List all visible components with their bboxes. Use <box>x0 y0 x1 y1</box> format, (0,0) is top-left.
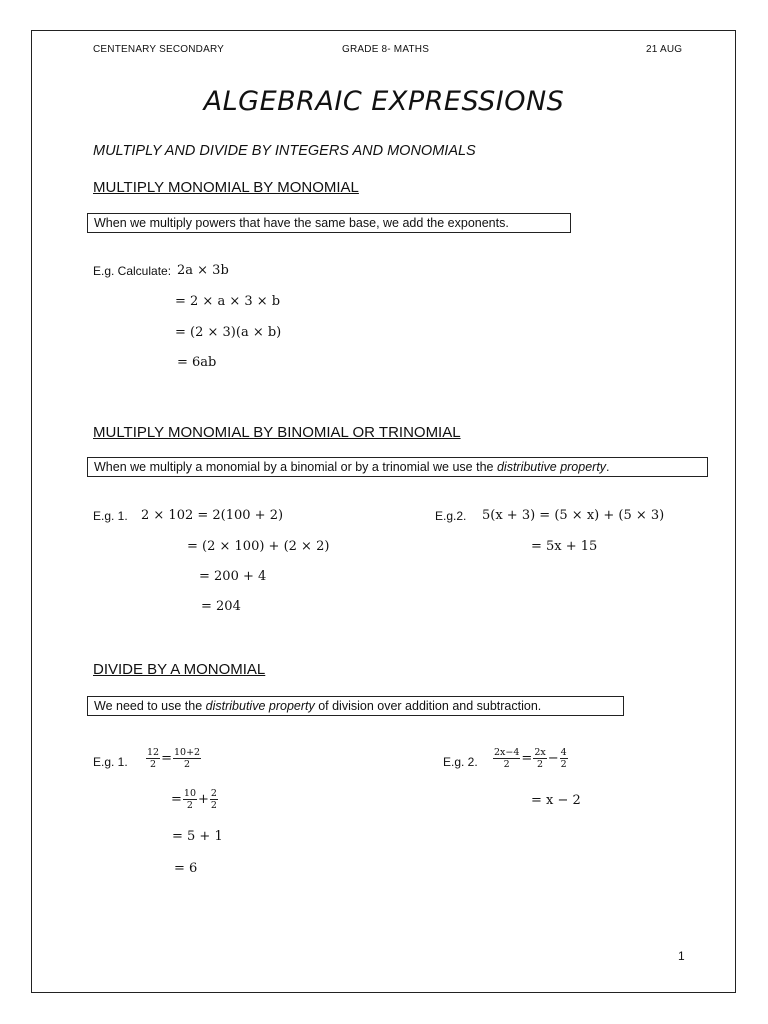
section1-step-2: = 2 × a × 3 × b <box>175 294 281 309</box>
section2-ex1-step-4: = 204 <box>201 599 241 614</box>
section3-rule-box <box>87 696 624 716</box>
section3-ex2-line-1: $\frac{2x-4}{2}$ = $\frac{2x}{2}$ − $\frac{4}{2}$ <box>494 747 567 770</box>
section3-rule-emphasis: distributive property <box>205 699 315 713</box>
section2-ex2-step-1: 5(x + 3) = (5 × x) + (5 × 3) <box>482 508 665 523</box>
page-number: 1 <box>678 949 685 963</box>
section1-step-1: 2a × 3b <box>177 263 229 278</box>
section3-ex1-step-4: = 6 <box>174 861 198 876</box>
section1-rule-box: When we multiply powers that have the same base, we add the exponents. <box>87 213 571 233</box>
section2-ex1-step-2: = (2 × 100) + (2 × 2) <box>187 539 330 554</box>
section1-heading: MULTIPLY MONOMIAL BY MONOMIAL <box>93 179 359 196</box>
section2-rule-end: . <box>606 460 610 474</box>
fraction: $\frac{10}{2}$ <box>183 788 196 811</box>
header-grade: GRADE 8- MATHS <box>342 44 430 55</box>
section2-rule-text: When we multiply a monomial by a binomial or by a trinomial we use the <box>94 460 497 474</box>
section3-ex1-line-2: = $\frac{10}{2}$ + $\frac{2}{2}$ <box>171 788 217 811</box>
header-school: CENTENARY SECONDARY <box>93 44 225 55</box>
fraction: $\frac{2x-4}{2}$ <box>494 747 520 770</box>
section3-ex1-label: E.g. 1. <box>93 755 128 769</box>
fraction: $\frac{4}{2}$ <box>560 747 567 770</box>
section2-ex1-step-3: = 200 + 4 <box>199 569 267 584</box>
section1-example-label: E.g. Calculate: <box>93 264 172 278</box>
section1-step-4: = 6ab <box>177 355 217 370</box>
fraction: $\frac{10+2}{2}$ <box>174 747 201 770</box>
fraction: $\frac{2}{2}$ <box>210 788 217 811</box>
fraction: $\frac{2x}{2}$ <box>534 747 546 770</box>
section3-ex1-line-1: $\frac{12}{2}$ = $\frac{10+2}{2}$ <box>147 747 201 770</box>
section3-ex1-step-3: = 5 + 1 <box>172 829 223 844</box>
section2-ex2-step-2: = 5x + 15 <box>531 539 598 554</box>
section2-ex2-label: E.g.2. <box>435 509 467 523</box>
section2-rule-emphasis: distributive property <box>496 460 607 474</box>
section2-ex1-step-1: 2 × 102 = 2(100 + 2) <box>141 508 284 523</box>
section3-ex2-label: E.g. 2. <box>443 755 478 769</box>
section2-ex1-label: E.g. 1. <box>93 509 128 523</box>
header-date: 21 AUG <box>646 44 683 55</box>
section2-heading: MULTIPLY MONOMIAL BY BINOMIAL OR TRINOMIAL <box>93 424 461 441</box>
section2-rule-box <box>87 457 708 477</box>
fraction: $\frac{12}{2}$ <box>147 747 160 770</box>
section3-ex2-step-2: = x − 2 <box>531 793 581 808</box>
section3-rule-text: We need to use the <box>94 699 206 713</box>
section3-rule-end: of division over addition and subtraction. <box>314 699 542 713</box>
section3-heading: DIVIDE BY A MONOMIAL <box>93 661 266 678</box>
page-title: ALGEBRAIC EXPRESSIONS <box>203 86 565 117</box>
page-subtitle: MULTIPLY AND DIVIDE BY INTEGERS AND MONOMIALS <box>93 143 476 159</box>
section1-step-3: = (2 × 3)(a × b) <box>175 325 282 340</box>
